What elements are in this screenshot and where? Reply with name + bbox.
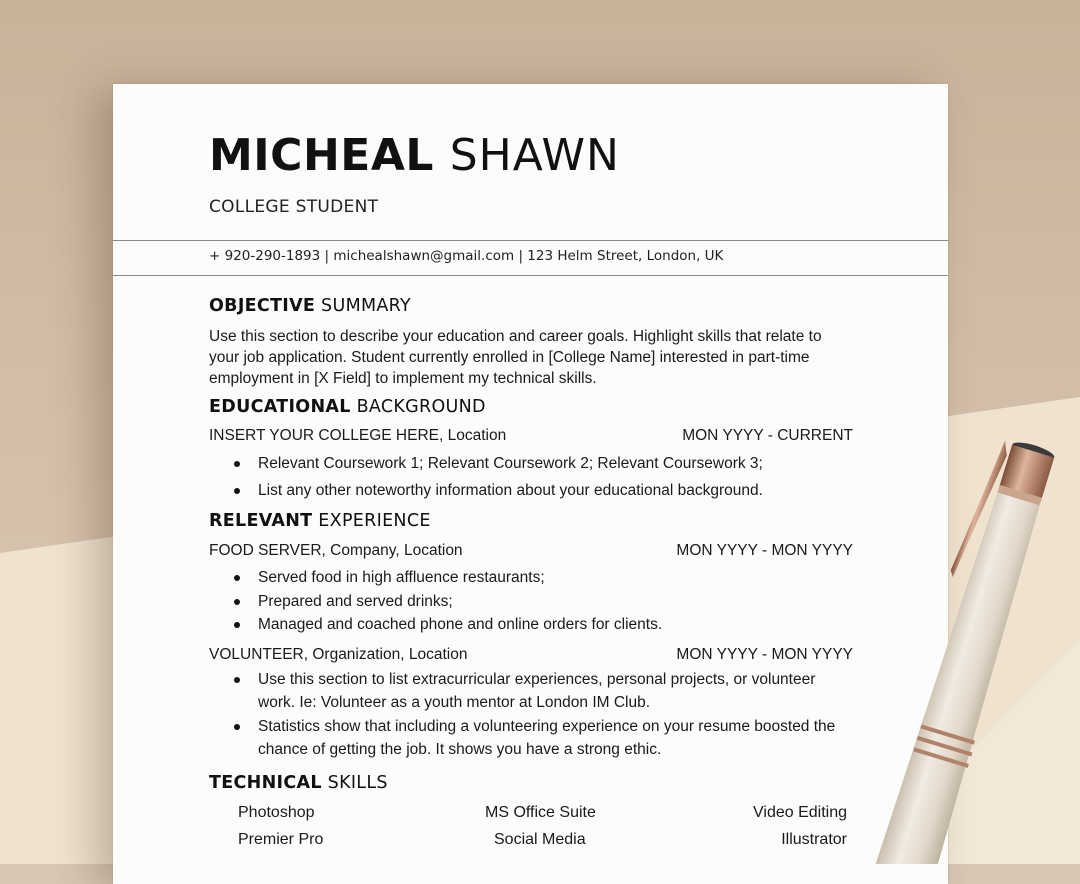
skill-item: Social Media — [494, 831, 586, 848]
skill-item: MS Office Suite — [485, 804, 596, 821]
job-bullet: Served food in high affluence restaurants; — [258, 566, 858, 589]
job-bullet: Prepared and served drinks; — [258, 590, 858, 613]
job-bullet: Managed and coached phone and online orders for clients. — [258, 613, 858, 636]
experience-heading: RELEVANT EXPERIENCE — [209, 511, 431, 531]
name-last: SHAWN — [449, 130, 620, 181]
skills-heading: TECHNICAL SKILLS — [209, 773, 388, 793]
education-entry: INSERT YOUR COLLEGE HERE, Location MON YYYY - CURRENT — [209, 427, 853, 444]
name-first: MICHEAL — [209, 130, 434, 181]
objective-text: Use this section to describe your education and career goals. Highlight skills that relate to your job application. Student currently enrolled in [College Name] interested in part-time employment in [X Field] to implement my technical skills. — [209, 328, 822, 387]
contact-line: + 920-290-1893 | michealshawn@gmail.com | 123 Helm Street, London, UK — [209, 248, 724, 264]
objective-heading: OBJECTIVE SUMMARY — [209, 296, 411, 316]
skill-item: Illustrator — [781, 831, 847, 848]
education-bullet: List any other noteworthy information about your educational background. — [258, 479, 858, 502]
job-date: MON YYYY - MON YYYY — [676, 542, 853, 559]
education-heading: EDUCATIONAL BACKGROUND — [209, 397, 486, 417]
skill-item: Video Editing — [753, 804, 847, 821]
education-bullet: Relevant Coursework 1; Relevant Coursework 2; Relevant Coursework 3; — [258, 452, 858, 475]
job-title: COLLEGE STUDENT — [209, 197, 379, 217]
skill-item: Premier Pro — [238, 831, 324, 848]
volunteer-bullet: Statistics show that including a volunteering experience on your resume boosted the chance of getting the job. It shows you have a strong ethic. — [258, 715, 858, 761]
education-date: MON YYYY - CURRENT — [682, 427, 853, 444]
skill-item: Photoshop — [238, 804, 315, 821]
volunteer-entry: VOLUNTEER, Organization, Location MON YYYY - MON YYYY — [209, 646, 853, 663]
volunteer-date: MON YYYY - MON YYYY — [676, 646, 853, 663]
volunteer-bullet: Use this section to list extracurricular experiences, personal projects, or volunteer work. Ie: Volunteer as a youth mentor at London IM Club. — [258, 668, 858, 714]
job-entry: FOOD SERVER, Company, Location MON YYYY - MON YYYY — [209, 542, 853, 559]
